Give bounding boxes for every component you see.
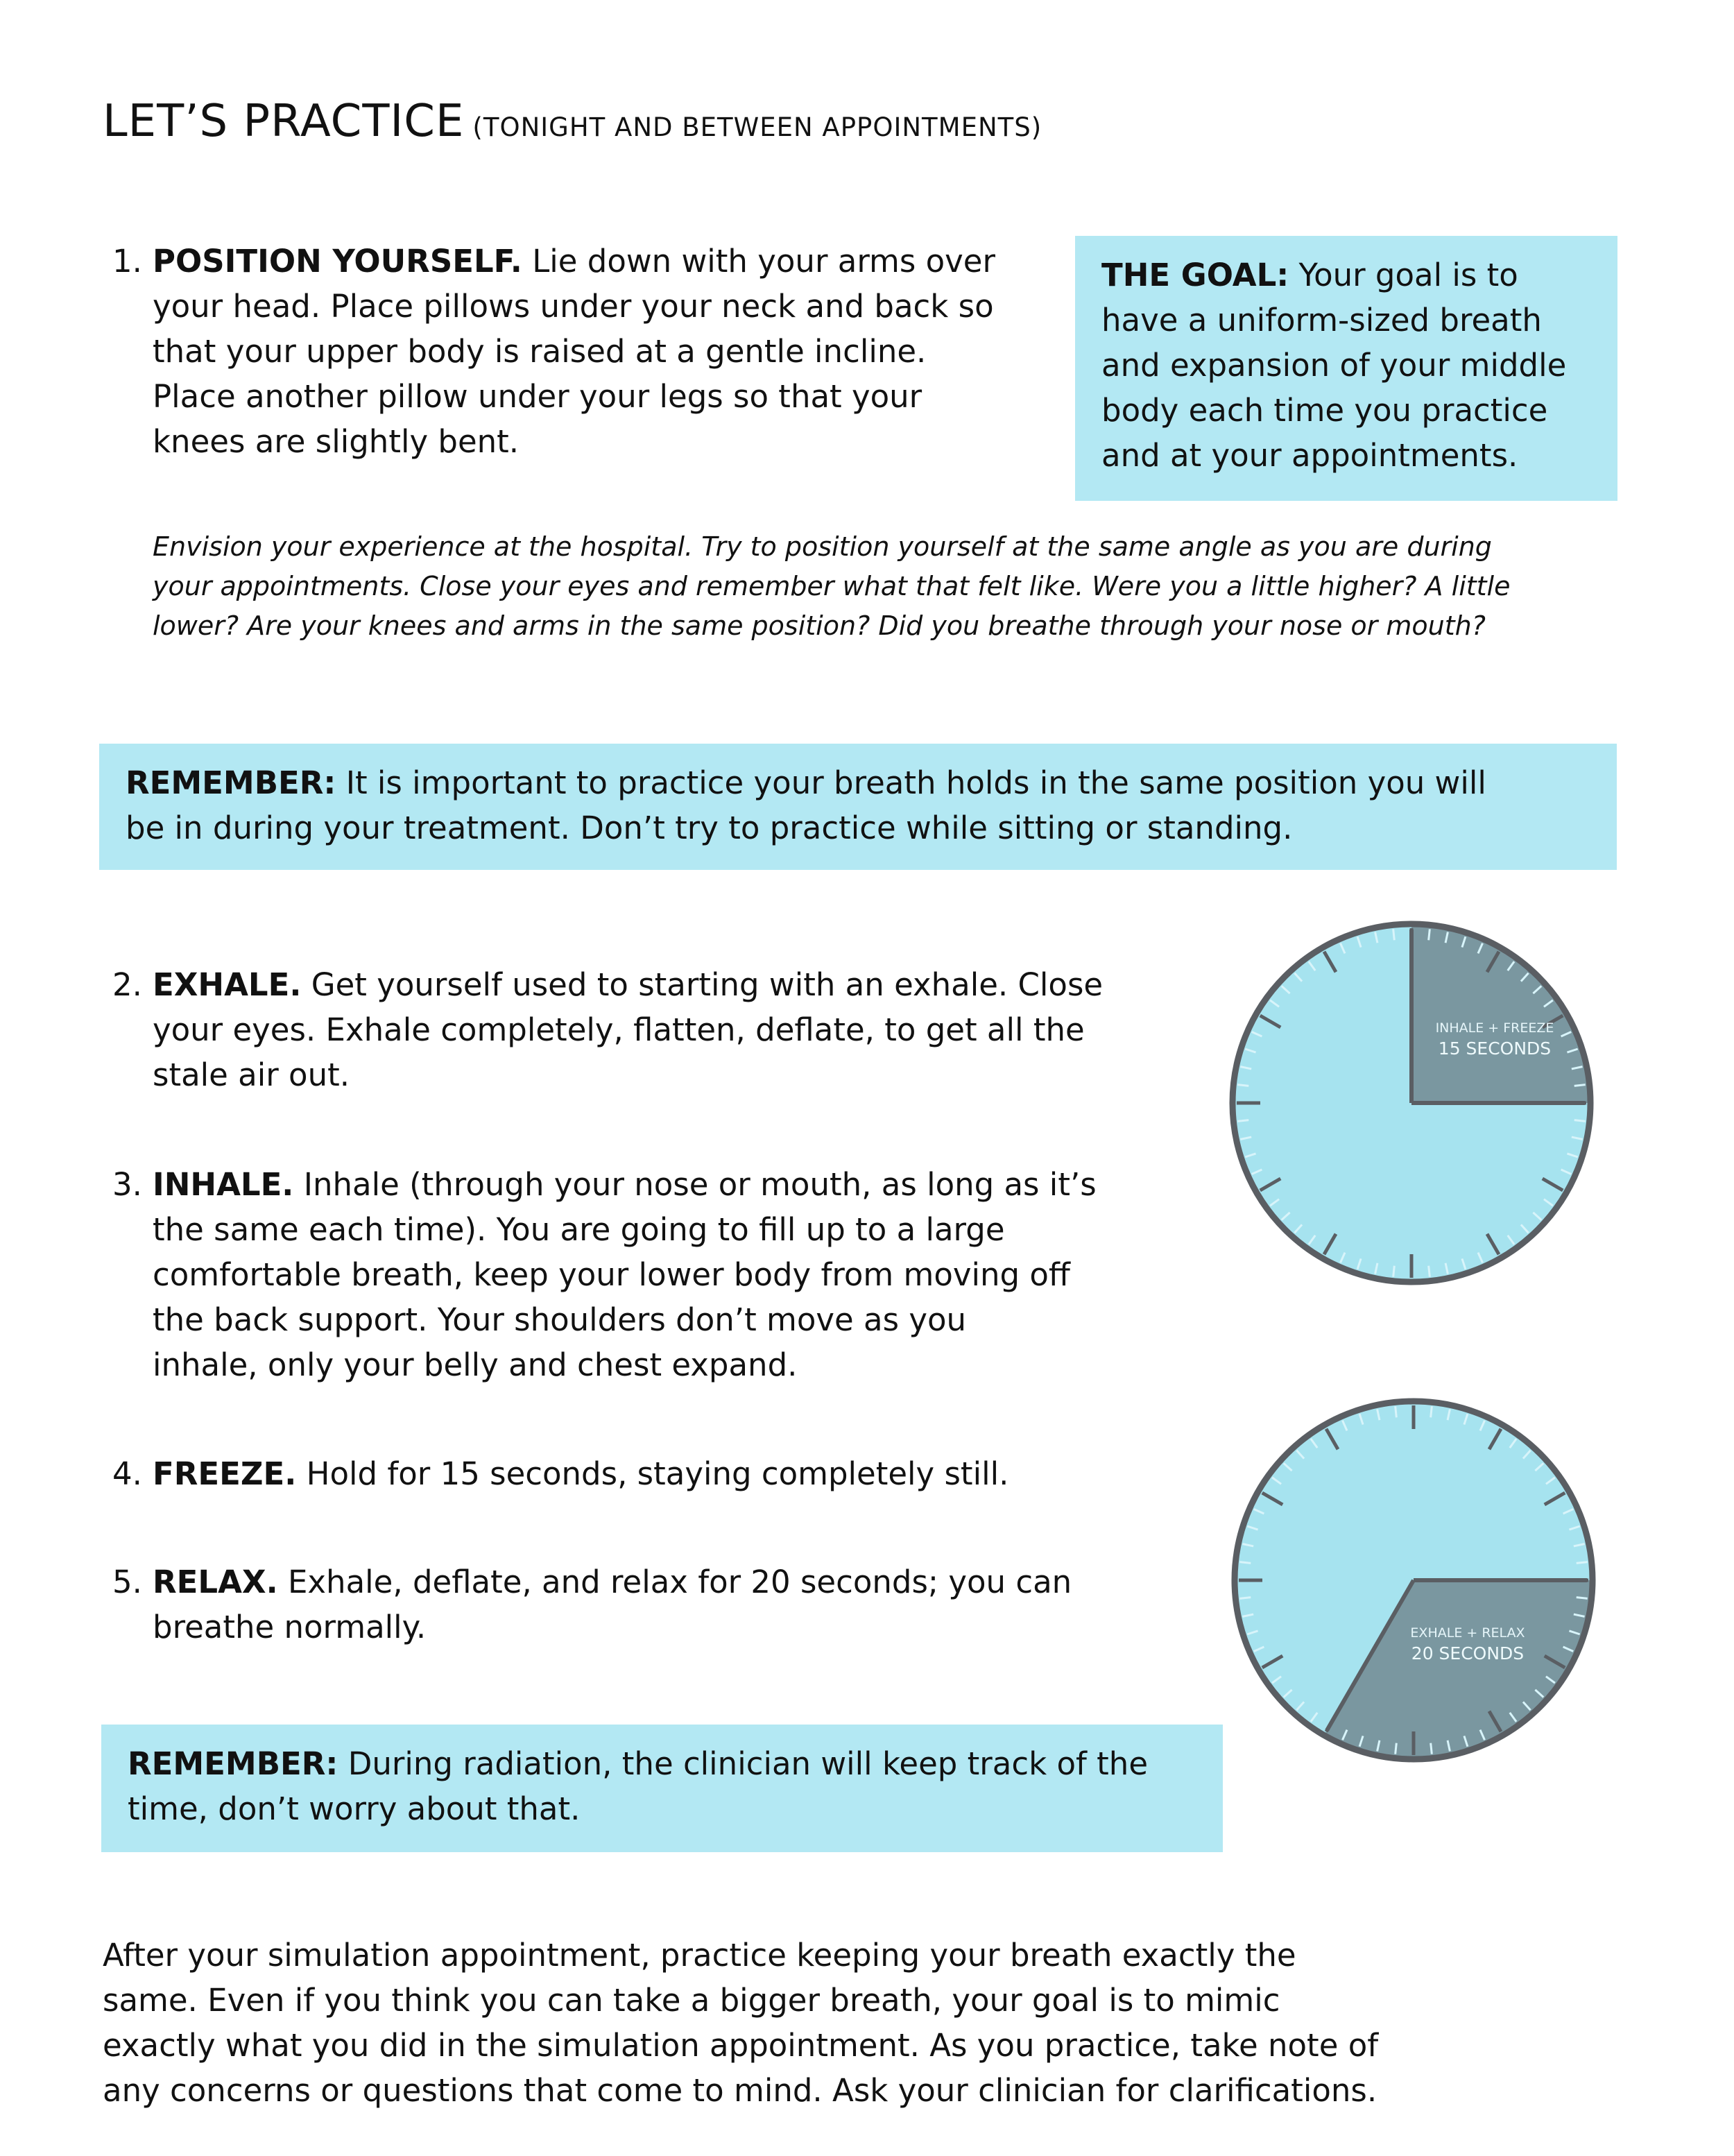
step-number: 3. <box>112 1166 142 1203</box>
clock-minor-tick <box>1574 1120 1586 1122</box>
step-text: Hold for 15 seconds, staying completely still. <box>296 1455 1009 1492</box>
clock-minor-tick <box>1393 929 1395 940</box>
callout-line: be in during your treatment. Don’t try to practice while sitting or standing. <box>126 810 1293 846</box>
step-position-yourself <box>112 239 1075 464</box>
goal-line <box>1101 253 1597 298</box>
clock-label-bottom: 20 SECONDS <box>1411 1643 1525 1663</box>
step-line <box>153 239 1075 284</box>
clock-exhale-relax <box>1226 1393 1601 1768</box>
clock-minor-tick <box>1393 1266 1395 1277</box>
step-number: 1. <box>112 243 142 280</box>
clock-minor-tick <box>1577 1562 1588 1564</box>
clock-minor-tick <box>1429 1266 1430 1277</box>
step-line <box>153 1162 1193 1207</box>
step-line: knees are slightly bent. <box>153 423 520 460</box>
step-text: Lie down with your arms over <box>522 243 995 280</box>
step-line: inhale, only your belly and chest expand. <box>153 1346 798 1383</box>
step-line: the same each time). You are going to fill up to a large <box>153 1211 1005 1248</box>
callout-heading: REMEMBER: <box>128 1745 338 1782</box>
closing-line: any concerns or questions that come to mind. Ask your clinician for clarifications. <box>103 2072 1377 2109</box>
goal-heading: THE GOAL: <box>1101 257 1289 293</box>
clock-minor-tick <box>1239 1562 1251 1564</box>
step-heading: INHALE. <box>153 1166 294 1203</box>
step-freeze <box>112 1451 1193 1496</box>
callout-line <box>128 1741 1196 1786</box>
step-line <box>153 1559 1193 1605</box>
step-heading: FREEZE. <box>153 1455 297 1492</box>
goal-line: body each time you practice <box>1101 392 1548 429</box>
page-title <box>103 96 1042 147</box>
goal-line: and expansion of your middle <box>1101 347 1567 384</box>
step-exhale <box>112 962 1193 1097</box>
step-relax <box>112 1559 1193 1650</box>
step-number: 2. <box>112 966 142 1003</box>
callout-line <box>126 760 1590 805</box>
step-text: Inhale (through your nose or mouth, as long as it’s <box>293 1166 1097 1203</box>
closing-line: After your simulation appointment, practice keeping your breath exactly the <box>103 1937 1296 1974</box>
step-text: Exhale, deflate, and relax for 20 seconds; you can <box>277 1564 1072 1600</box>
clock-minor-tick <box>1237 1120 1248 1122</box>
callout-line: time, don’t worry about that. <box>128 1790 581 1827</box>
note-line: your appointments. Close your eyes and remember what that felt like. Were you a little higher? A little <box>153 571 1511 601</box>
clock-minor-tick <box>1431 1406 1432 1417</box>
step-line <box>153 962 1193 1007</box>
step-line: breathe normally. <box>153 1609 427 1645</box>
title-main: LET’S PRACTICE <box>103 96 465 147</box>
step-line: comfortable breath, keep your lower body from moving off <box>153 1256 1070 1293</box>
step-text: Get yourself used to starting with an exhale. Close <box>301 966 1104 1003</box>
goal-line: and at your appointments. <box>1101 437 1518 474</box>
clock-inhale-freeze <box>1224 916 1599 1290</box>
step-line: that your upper body is raised at a gentle incline. <box>153 333 927 370</box>
clock-label-bottom: 15 SECONDS <box>1438 1038 1552 1059</box>
clock-minor-tick <box>1577 1598 1588 1599</box>
clock-minor-tick <box>1237 1085 1248 1086</box>
clock-minor-tick <box>1431 1743 1432 1754</box>
step-line: your head. Place pillows under your neck and back so <box>153 288 994 325</box>
goal-text: Your goal is to <box>1289 257 1518 293</box>
clock-minor-tick <box>1239 1598 1251 1599</box>
step-heading: EXHALE. <box>153 966 302 1003</box>
step-line: Place another pillow under your legs so that your <box>153 378 922 415</box>
callout-text: During radiation, the clinician will keep track of the <box>338 1745 1149 1782</box>
clock-minor-tick <box>1429 929 1430 940</box>
goal-callout <box>1075 236 1617 501</box>
closing-paragraph <box>103 1933 1629 2113</box>
remember-callout-position <box>99 744 1617 870</box>
step-heading: POSITION YOURSELF. <box>153 243 522 280</box>
clock-label-top: INHALE + FREEZE <box>1435 1020 1554 1036</box>
step-line: the back support. Your shoulders don’t move as you <box>153 1301 967 1338</box>
step-line: your eyes. Exhale completely, flatten, deflate, to get all the <box>153 1011 1085 1048</box>
envision-note <box>153 527 1623 646</box>
remember-callout-clinician <box>101 1725 1223 1852</box>
step-number: 4. <box>112 1455 142 1492</box>
callout-text: It is important to practice your breath holds in the same position you will <box>336 764 1486 801</box>
title-subtitle: (TONIGHT AND BETWEEN APPOINTMENTS) <box>472 112 1042 142</box>
step-line <box>153 1451 1193 1496</box>
step-number: 5. <box>112 1564 142 1600</box>
goal-line: have a uniform-sized breath <box>1101 302 1542 339</box>
note-line: Envision your experience at the hospital. Try to position yourself at the same angle as you are during <box>153 531 1492 562</box>
clock-label-top: EXHALE + RELAX <box>1410 1625 1525 1641</box>
step-line: stale air out. <box>153 1056 350 1093</box>
callout-heading: REMEMBER: <box>126 764 336 801</box>
note-line: lower? Are your knees and arms in the same position? Did you breathe through your nose or mouth? <box>153 610 1486 641</box>
clock-minor-tick <box>1396 1406 1397 1417</box>
closing-line: exactly what you did in the simulation appointment. As you practice, take note of <box>103 2027 1379 2064</box>
clock-minor-tick <box>1574 1085 1586 1086</box>
step-inhale <box>112 1162 1193 1387</box>
clock-minor-tick <box>1396 1743 1397 1754</box>
step-heading: RELAX. <box>153 1564 278 1600</box>
closing-line: same. Even if you think you can take a bigger breath, your goal is to mimic <box>103 1982 1280 2019</box>
